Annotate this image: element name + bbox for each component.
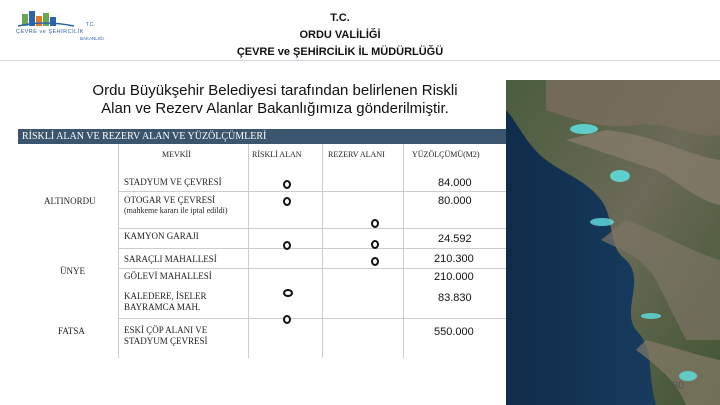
group-unye: ÜNYE bbox=[60, 266, 85, 276]
table-divider bbox=[118, 191, 506, 192]
row-area: 550.000 bbox=[434, 326, 474, 338]
table-divider bbox=[118, 248, 506, 249]
table-divider bbox=[118, 228, 506, 229]
logo-text-bakanlik: BAKANLIĞI bbox=[80, 36, 104, 41]
page-number: 30 bbox=[672, 380, 685, 392]
header-yuzolcumu: YÜZÖLÇÜMÜ(M2) bbox=[412, 150, 480, 159]
table-divider bbox=[322, 144, 323, 358]
rezerv-alan-marker bbox=[371, 257, 379, 266]
satellite-map-icon bbox=[506, 80, 720, 405]
row-mevkii: ESKİ ÇÖP ALANI VE STADYUM ÇEVRESİ bbox=[124, 325, 208, 346]
slide-subtitle bbox=[40, 82, 510, 118]
group-fatsa: FATSA bbox=[58, 326, 85, 336]
row-note: (mahkeme kararı ile iptal edildi) bbox=[124, 206, 228, 215]
table-divider bbox=[118, 144, 119, 358]
row-area: 210.300 bbox=[434, 253, 474, 265]
logo-text-tc: T.C. bbox=[86, 22, 95, 28]
satellite-map-image bbox=[506, 80, 720, 405]
logo-text-ministry: ÇEVRE ve ŞEHİRCİLİK bbox=[16, 29, 84, 35]
header-line-mudurluk: ÇEVRE ve ŞEHİRCİLİK İL MÜDÜRLÜĞÜ bbox=[236, 46, 444, 58]
row-area: 210.000 bbox=[434, 271, 474, 283]
table-title: RİSKLİ ALAN VE REZERV ALAN VE YÜZÖLÇÜMLERİ bbox=[18, 129, 506, 144]
table-divider bbox=[118, 268, 506, 269]
header-rezerv-alani: REZERV ALANI bbox=[328, 150, 385, 159]
table-divider bbox=[403, 144, 404, 358]
header-riskli-alan: RİSKLİ ALAN bbox=[252, 150, 302, 159]
row-area: 83.830 bbox=[438, 292, 472, 304]
riskli-alan-marker bbox=[283, 197, 291, 206]
row-mevkii: KAMYON GARAJI bbox=[124, 231, 199, 241]
ministry-logo bbox=[14, 8, 112, 42]
header-line-tc: T.C. bbox=[330, 12, 350, 24]
page-header bbox=[200, 10, 480, 61]
rezerv-alan-marker bbox=[371, 219, 379, 228]
row-area: 80.000 bbox=[438, 195, 472, 207]
row-area: 84.000 bbox=[438, 177, 472, 189]
subtitle-line-1: Ordu Büyükşehir Belediyesi tarafından belirlenen Riskli bbox=[92, 82, 458, 99]
header-mevkii: MEVKİİ bbox=[162, 150, 191, 159]
header-divider bbox=[0, 60, 720, 61]
riskli-alan-marker bbox=[283, 241, 291, 250]
riskli-alan-marker bbox=[283, 289, 293, 297]
header-line-valilik: ORDU VALİLİĞİ bbox=[299, 29, 381, 41]
riskli-alan-marker bbox=[283, 315, 291, 324]
row-mevkii: GÖLEVİ MAHALLESİ bbox=[124, 271, 212, 281]
group-altinordu: ALTINORDU bbox=[44, 196, 96, 206]
risk-area-table bbox=[18, 144, 506, 358]
subtitle-line-2: Alan ve Rezerv Alanlar Bakanlığımıza gönderilmiştir. bbox=[101, 100, 449, 117]
row-mevkii: SARAÇLI MAHALLESİ bbox=[124, 254, 217, 264]
row-mevkii: OTOGAR VE ÇEVRESİ bbox=[124, 195, 216, 205]
row-mevkii: KALEDERE, İSELER BAYRAMCA MAH. bbox=[124, 291, 207, 312]
row-area: 24.592 bbox=[438, 233, 472, 245]
table-divider bbox=[248, 144, 249, 358]
row-mevkii: STADYUM VE ÇEVRESİ bbox=[124, 177, 222, 187]
rezerv-alan-marker bbox=[371, 240, 379, 249]
table-divider bbox=[118, 318, 506, 319]
riskli-alan-marker bbox=[283, 180, 291, 189]
